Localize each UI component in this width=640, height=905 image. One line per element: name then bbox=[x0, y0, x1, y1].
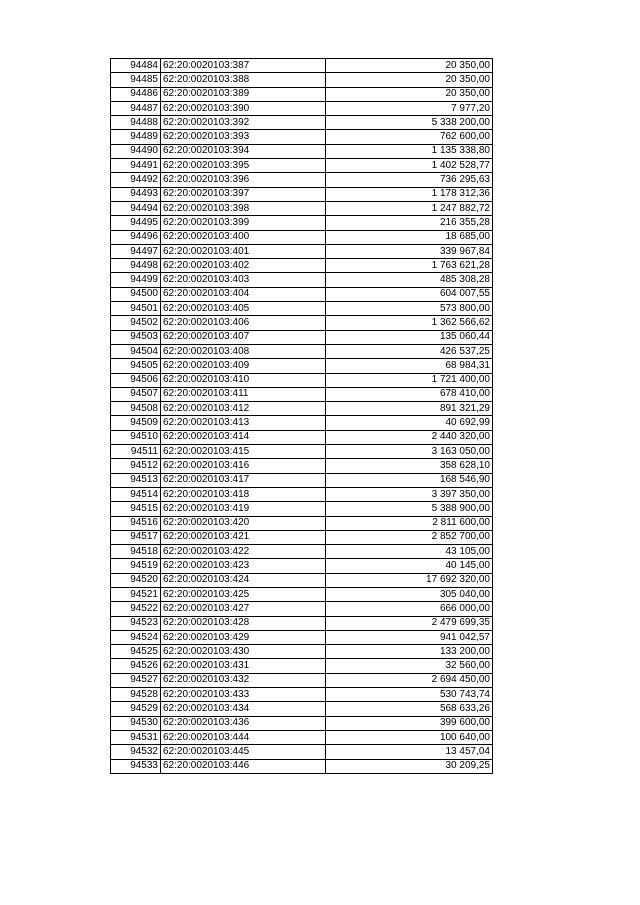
table-row bbox=[111, 430, 493, 444]
row-number-cell: 94501 bbox=[111, 302, 161, 316]
table-row bbox=[111, 702, 493, 716]
cadastral-number-cell: 62:20:0020103:407 bbox=[161, 330, 326, 344]
cadastral-number-cell: 62:20:0020103:404 bbox=[161, 287, 326, 301]
row-number-cell: 94488 bbox=[111, 116, 161, 130]
cadastral-number-cell: 62:20:0020103:436 bbox=[161, 716, 326, 730]
value-cell: 2 440 320,00 bbox=[326, 430, 493, 444]
cadastral-number-cell: 62:20:0020103:444 bbox=[161, 730, 326, 744]
value-cell: 736 295,63 bbox=[326, 173, 493, 187]
cadastral-number-cell: 62:20:0020103:390 bbox=[161, 101, 326, 115]
value-cell: 604 007,55 bbox=[326, 287, 493, 301]
table-row bbox=[111, 459, 493, 473]
row-number-cell: 94491 bbox=[111, 159, 161, 173]
table-row bbox=[111, 130, 493, 144]
table-row bbox=[111, 244, 493, 258]
value-cell: 573 800,00 bbox=[326, 302, 493, 316]
row-number-cell: 94500 bbox=[111, 287, 161, 301]
cadastral-number-cell: 62:20:0020103:402 bbox=[161, 259, 326, 273]
cadastral-number-cell: 62:20:0020103:416 bbox=[161, 459, 326, 473]
value-cell: 2 811 600,00 bbox=[326, 516, 493, 530]
row-number-cell: 94504 bbox=[111, 344, 161, 358]
table-row bbox=[111, 302, 493, 316]
cadastral-number-cell: 62:20:0020103:408 bbox=[161, 344, 326, 358]
table-row bbox=[111, 445, 493, 459]
table-row bbox=[111, 259, 493, 273]
table-row bbox=[111, 730, 493, 744]
table-body bbox=[111, 59, 493, 774]
cadastral-number-cell: 62:20:0020103:389 bbox=[161, 87, 326, 101]
table-row bbox=[111, 144, 493, 158]
row-number-cell: 94519 bbox=[111, 559, 161, 573]
cadastral-number-cell: 62:20:0020103:428 bbox=[161, 616, 326, 630]
table-row bbox=[111, 387, 493, 401]
row-number-cell: 94510 bbox=[111, 430, 161, 444]
table-row bbox=[111, 159, 493, 173]
value-cell: 3 397 350,00 bbox=[326, 487, 493, 501]
value-cell: 1 247 882,72 bbox=[326, 201, 493, 215]
row-number-cell: 94526 bbox=[111, 659, 161, 673]
cadastral-number-cell: 62:20:0020103:424 bbox=[161, 573, 326, 587]
table-row bbox=[111, 201, 493, 215]
row-number-cell: 94494 bbox=[111, 201, 161, 215]
cadastral-number-cell: 62:20:0020103:432 bbox=[161, 673, 326, 687]
table-row bbox=[111, 173, 493, 187]
cadastral-number-cell: 62:20:0020103:387 bbox=[161, 59, 326, 73]
row-number-cell: 94525 bbox=[111, 645, 161, 659]
table-row bbox=[111, 530, 493, 544]
value-cell: 891 321,29 bbox=[326, 402, 493, 416]
cadastral-number-cell: 62:20:0020103:405 bbox=[161, 302, 326, 316]
cadastral-number-cell: 62:20:0020103:395 bbox=[161, 159, 326, 173]
value-cell: 20 350,00 bbox=[326, 73, 493, 87]
cadastral-number-cell: 62:20:0020103:419 bbox=[161, 502, 326, 516]
cadastral-number-cell: 62:20:0020103:401 bbox=[161, 244, 326, 258]
table-row bbox=[111, 402, 493, 416]
row-number-cell: 94518 bbox=[111, 545, 161, 559]
value-cell: 133 200,00 bbox=[326, 645, 493, 659]
row-number-cell: 94506 bbox=[111, 373, 161, 387]
cadastral-value-table bbox=[110, 58, 493, 774]
cadastral-number-cell: 62:20:0020103:420 bbox=[161, 516, 326, 530]
table-row bbox=[111, 73, 493, 87]
value-cell: 18 685,00 bbox=[326, 230, 493, 244]
table-row bbox=[111, 316, 493, 330]
value-cell: 40 692,99 bbox=[326, 416, 493, 430]
table-row bbox=[111, 545, 493, 559]
cadastral-number-cell: 62:20:0020103:429 bbox=[161, 630, 326, 644]
row-number-cell: 94521 bbox=[111, 587, 161, 601]
value-cell: 30 209,25 bbox=[326, 759, 493, 773]
row-number-cell: 94524 bbox=[111, 630, 161, 644]
value-cell: 399 600,00 bbox=[326, 716, 493, 730]
row-number-cell: 94514 bbox=[111, 487, 161, 501]
value-cell: 17 692 320,00 bbox=[326, 573, 493, 587]
row-number-cell: 94496 bbox=[111, 230, 161, 244]
value-cell: 1 178 312,36 bbox=[326, 187, 493, 201]
value-cell: 1 135 338,80 bbox=[326, 144, 493, 158]
row-number-cell: 94507 bbox=[111, 387, 161, 401]
row-number-cell: 94498 bbox=[111, 259, 161, 273]
cadastral-number-cell: 62:20:0020103:423 bbox=[161, 559, 326, 573]
value-cell: 1 763 621,28 bbox=[326, 259, 493, 273]
cadastral-number-cell: 62:20:0020103:393 bbox=[161, 130, 326, 144]
cadastral-number-cell: 62:20:0020103:433 bbox=[161, 688, 326, 702]
row-number-cell: 94533 bbox=[111, 759, 161, 773]
value-cell: 168 546,90 bbox=[326, 473, 493, 487]
table-row bbox=[111, 559, 493, 573]
row-number-cell: 94502 bbox=[111, 316, 161, 330]
cadastral-number-cell: 62:20:0020103:398 bbox=[161, 201, 326, 215]
value-cell: 135 060,44 bbox=[326, 330, 493, 344]
row-number-cell: 94499 bbox=[111, 273, 161, 287]
table-row bbox=[111, 573, 493, 587]
value-cell: 40 145,00 bbox=[326, 559, 493, 573]
value-cell: 5 388 900,00 bbox=[326, 502, 493, 516]
cadastral-number-cell: 62:20:0020103:403 bbox=[161, 273, 326, 287]
table-row bbox=[111, 616, 493, 630]
value-cell: 485 308,28 bbox=[326, 273, 493, 287]
row-number-cell: 94497 bbox=[111, 244, 161, 258]
value-cell: 5 338 200,00 bbox=[326, 116, 493, 130]
value-cell: 20 350,00 bbox=[326, 87, 493, 101]
row-number-cell: 94495 bbox=[111, 216, 161, 230]
cadastral-number-cell: 62:20:0020103:421 bbox=[161, 530, 326, 544]
value-cell: 2 852 700,00 bbox=[326, 530, 493, 544]
row-number-cell: 94530 bbox=[111, 716, 161, 730]
row-number-cell: 94528 bbox=[111, 688, 161, 702]
table-row bbox=[111, 59, 493, 73]
value-cell: 568 633,26 bbox=[326, 702, 493, 716]
value-cell: 678 410,00 bbox=[326, 387, 493, 401]
cadastral-number-cell: 62:20:0020103:425 bbox=[161, 587, 326, 601]
table-row bbox=[111, 759, 493, 773]
table-row bbox=[111, 745, 493, 759]
table-row bbox=[111, 673, 493, 687]
row-number-cell: 94489 bbox=[111, 130, 161, 144]
row-number-cell: 94520 bbox=[111, 573, 161, 587]
value-cell: 762 600,00 bbox=[326, 130, 493, 144]
cadastral-number-cell: 62:20:0020103:388 bbox=[161, 73, 326, 87]
table-row bbox=[111, 688, 493, 702]
cadastral-number-cell: 62:20:0020103:418 bbox=[161, 487, 326, 501]
value-cell: 7 977,20 bbox=[326, 101, 493, 115]
table-row bbox=[111, 487, 493, 501]
value-cell: 3 163 050,00 bbox=[326, 445, 493, 459]
cadastral-number-cell: 62:20:0020103:430 bbox=[161, 645, 326, 659]
cadastral-number-cell: 62:20:0020103:411 bbox=[161, 387, 326, 401]
cadastral-number-cell: 62:20:0020103:399 bbox=[161, 216, 326, 230]
cadastral-number-cell: 62:20:0020103:406 bbox=[161, 316, 326, 330]
row-number-cell: 94516 bbox=[111, 516, 161, 530]
table-row bbox=[111, 330, 493, 344]
table-row bbox=[111, 287, 493, 301]
row-number-cell: 94509 bbox=[111, 416, 161, 430]
cadastral-number-cell: 62:20:0020103:392 bbox=[161, 116, 326, 130]
value-cell: 941 042,57 bbox=[326, 630, 493, 644]
table-row bbox=[111, 659, 493, 673]
row-number-cell: 94487 bbox=[111, 101, 161, 115]
row-number-cell: 94531 bbox=[111, 730, 161, 744]
table-row bbox=[111, 373, 493, 387]
table-row bbox=[111, 473, 493, 487]
cadastral-number-cell: 62:20:0020103:394 bbox=[161, 144, 326, 158]
cadastral-number-cell: 62:20:0020103:409 bbox=[161, 359, 326, 373]
table-row bbox=[111, 273, 493, 287]
table-row bbox=[111, 645, 493, 659]
table-row bbox=[111, 187, 493, 201]
table-row bbox=[111, 116, 493, 130]
row-number-cell: 94490 bbox=[111, 144, 161, 158]
cadastral-number-cell: 62:20:0020103:415 bbox=[161, 445, 326, 459]
row-number-cell: 94505 bbox=[111, 359, 161, 373]
table-row bbox=[111, 516, 493, 530]
cadastral-number-cell: 62:20:0020103:417 bbox=[161, 473, 326, 487]
value-cell: 530 743,74 bbox=[326, 688, 493, 702]
value-cell: 358 628,10 bbox=[326, 459, 493, 473]
table-row bbox=[111, 630, 493, 644]
table-row bbox=[111, 716, 493, 730]
cadastral-number-cell: 62:20:0020103:434 bbox=[161, 702, 326, 716]
value-cell: 216 355,28 bbox=[326, 216, 493, 230]
cadastral-number-cell: 62:20:0020103:446 bbox=[161, 759, 326, 773]
cadastral-number-cell: 62:20:0020103:422 bbox=[161, 545, 326, 559]
value-cell: 339 967,84 bbox=[326, 244, 493, 258]
table-row bbox=[111, 602, 493, 616]
value-cell: 1 402 528,77 bbox=[326, 159, 493, 173]
row-number-cell: 94515 bbox=[111, 502, 161, 516]
value-cell: 13 457,04 bbox=[326, 745, 493, 759]
table-row bbox=[111, 216, 493, 230]
table-row bbox=[111, 359, 493, 373]
value-cell: 1 362 566,62 bbox=[326, 316, 493, 330]
row-number-cell: 94532 bbox=[111, 745, 161, 759]
row-number-cell: 94484 bbox=[111, 59, 161, 73]
row-number-cell: 94517 bbox=[111, 530, 161, 544]
value-cell: 426 537,25 bbox=[326, 344, 493, 358]
value-cell: 2 694 450,00 bbox=[326, 673, 493, 687]
row-number-cell: 94513 bbox=[111, 473, 161, 487]
value-cell: 2 479 699,35 bbox=[326, 616, 493, 630]
table-row bbox=[111, 416, 493, 430]
value-cell: 1 721 400,00 bbox=[326, 373, 493, 387]
cadastral-number-cell: 62:20:0020103:396 bbox=[161, 173, 326, 187]
value-cell: 32 560,00 bbox=[326, 659, 493, 673]
cadastral-number-cell: 62:20:0020103:397 bbox=[161, 187, 326, 201]
table-row bbox=[111, 344, 493, 358]
row-number-cell: 94492 bbox=[111, 173, 161, 187]
table-row bbox=[111, 101, 493, 115]
cadastral-number-cell: 62:20:0020103:445 bbox=[161, 745, 326, 759]
row-number-cell: 94511 bbox=[111, 445, 161, 459]
value-cell: 305 040,00 bbox=[326, 587, 493, 601]
cadastral-number-cell: 62:20:0020103:413 bbox=[161, 416, 326, 430]
cadastral-number-cell: 62:20:0020103:427 bbox=[161, 602, 326, 616]
table-row bbox=[111, 587, 493, 601]
row-number-cell: 94493 bbox=[111, 187, 161, 201]
row-number-cell: 94508 bbox=[111, 402, 161, 416]
row-number-cell: 94503 bbox=[111, 330, 161, 344]
value-cell: 100 640,00 bbox=[326, 730, 493, 744]
row-number-cell: 94529 bbox=[111, 702, 161, 716]
cadastral-number-cell: 62:20:0020103:414 bbox=[161, 430, 326, 444]
table-row bbox=[111, 230, 493, 244]
row-number-cell: 94527 bbox=[111, 673, 161, 687]
value-cell: 68 984,31 bbox=[326, 359, 493, 373]
cadastral-number-cell: 62:20:0020103:431 bbox=[161, 659, 326, 673]
cadastral-number-cell: 62:20:0020103:400 bbox=[161, 230, 326, 244]
value-cell: 20 350,00 bbox=[326, 59, 493, 73]
value-cell: 666 000,00 bbox=[326, 602, 493, 616]
row-number-cell: 94486 bbox=[111, 87, 161, 101]
row-number-cell: 94512 bbox=[111, 459, 161, 473]
row-number-cell: 94523 bbox=[111, 616, 161, 630]
table-row bbox=[111, 87, 493, 101]
table-row bbox=[111, 502, 493, 516]
row-number-cell: 94522 bbox=[111, 602, 161, 616]
value-cell: 43 105,00 bbox=[326, 545, 493, 559]
cadastral-number-cell: 62:20:0020103:412 bbox=[161, 402, 326, 416]
row-number-cell: 94485 bbox=[111, 73, 161, 87]
cadastral-number-cell: 62:20:0020103:410 bbox=[161, 373, 326, 387]
